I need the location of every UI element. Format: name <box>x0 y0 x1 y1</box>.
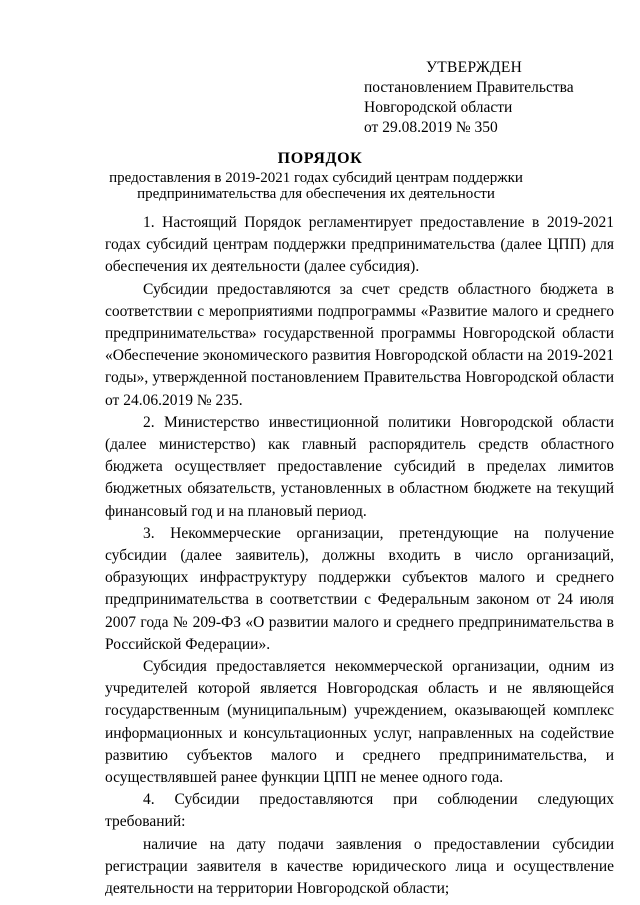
paragraph-2: Субсидии предоставляются за счет средств областного бюджета в соответствии с мероприятиями подпрограммы «Развитие малого и среднего предпринимательства» государственной программы Новгородской области «Обеспечение экономического развития Новгородской области на 2019-2021 годы», утвержденной постановлением Правительства Новгородской области от 24.06.2019 № 235. <box>105 280 614 409</box>
paragraph-7: наличие на дату подачи заявления о предоставлении субсидии регистрации заявителя в качестве юридического лица и осуществление деятельности на территории Новгородской области; <box>105 835 614 898</box>
paragraph-6: 4. Субсидии предоставляются при соблюдении следующих требований: <box>105 791 614 831</box>
approval-stamp: УТВЕРЖДЕН <box>426 59 523 76</box>
paragraph-5: Субсидия предоставляется некоммерческой организации, одним из учредителей которой является Новгородская область и не являющейся государственным (муниципальным) учреждением, оказывающей комплекс информационных и консультационных услуг, направленных на содействие развитию субъектов малого и среднего предпринимательства, и осуществлявшей ранее функции ЦПП не менее одного года. <box>105 658 614 787</box>
approval-line-2: Новгородской области <box>364 99 513 116</box>
approval-line-3: от 29.08.2019 № 350 <box>364 119 498 136</box>
approval-line-1: постановлением Правительства <box>364 79 574 96</box>
paragraph-4: 3. Некоммерческие организации, претендующие на получение субсидии (далее заявитель), должны входить в число организаций, образующих инфраструктуру поддержки субъектов малого и среднего предпринимательства в соответствии с Федеральным законом от 24 июля 2007 года № 209-ФЗ «О развитии малого и среднего предпринимательства в Российской Федерации». <box>105 524 614 653</box>
document-body <box>105 212 614 900</box>
approval-block <box>364 58 624 138</box>
document-title: ПОРЯДОК <box>277 150 363 167</box>
paragraph-3: 2. Министерство инвестиционной политики Новгородской области (далее министерство) как главный распорядитель средств областного бюджета осуществляет предоставление субсидий в пределах лимитов бюджетных обязательств, установленных в областном бюджете на текущий финансовый год и на плановый период. <box>105 413 614 520</box>
document-subtitle: предоставления в 2019-2021 годах субсидий центрам поддержки предпринимательства для обеспечения их деятельности <box>109 170 523 202</box>
paragraph-1: 1. Настоящий Порядок регламентирует предоставление в 2019-2021 годах субсидий центрам поддержки предпринимательства (далее ЦПП) для обеспечения их деятельности (далее субсидия). <box>105 214 614 276</box>
